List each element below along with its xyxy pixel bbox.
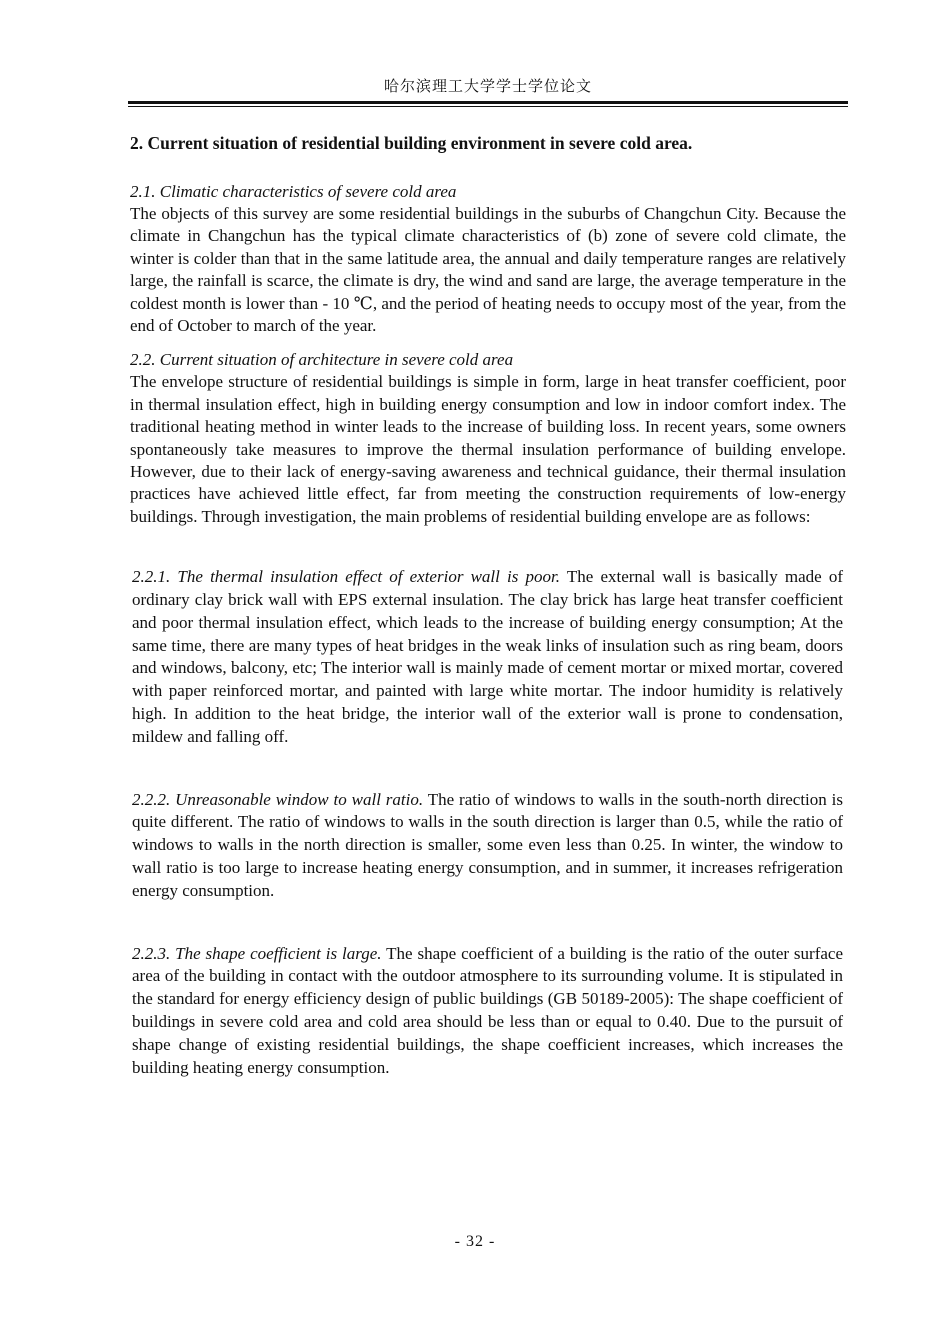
subsection-2-2 [130, 349, 846, 528]
subsection-2-1-heading: 2.1. Climatic characteristics of severe cold area [130, 182, 457, 201]
subsection-2-2-1-body: The external wall is basically made of ordinary clay brick wall with EPS external insulation. The clay brick has large heat transfer coefficient and poor thermal insulation effect, which leads to the increase of building energy consumption; At the same time, there are many types of heat bridges in the weak links of insulation such as ring beam, doors and windows, balcony, etc; The interior wall is mainly made of cement mortar or mixed mortar, covered with paper reinforced mortar, and painted with large white mortar. The indoor humidity is relatively high. In addition to the heat bridge, the interior wall of the exterior wall is prone to condensation, mildew and falling off. [132, 567, 843, 746]
section-heading: 2. Current situation of residential building environment in severe cold area. [130, 133, 693, 153]
subsection-2-2-3-lead: 2.2.3. The shape coefficient is large. [132, 943, 382, 963]
subsection-2-2-2-lead: 2.2.2. Unreasonable window to wall ratio. [132, 789, 424, 809]
subsection-2-2-1-paragraph [132, 566, 843, 748]
subsection-2-2-heading: 2.2. Current situation of architecture in severe cold area [130, 350, 514, 370]
running-header: 哈尔滨理工大学学士学位论文 [383, 79, 592, 95]
subsection-2-2-2 [130, 789, 846, 903]
subsection-2-2-3-paragraph [132, 943, 843, 1080]
subsection-2-2-1 [130, 566, 846, 748]
subsection-2-2-body: The envelope structure of residential buildings is simple in form, large in heat transfer coefficient, poor in thermal insulation effect, high in building energy consumption and low in indoor comfort index. The traditional heating method in winter leads to the increase of building loss. In recent years, some owners spontaneously take measures to improve the thermal insulation performance of building envelope. However, due to their lack of energy-saving awareness and technical guidance, their thermal insulation practices have achieved little effect, far from meeting the construction requirements of low-energy buildings. Through investigation, the main problems of residential building envelope are as follows: [130, 372, 846, 526]
subsection-2-2-3-body: The shape coefficient of a building is the ratio of the outer surface area of the building in contact with the outdoor atmosphere to its surrounding volume. It is stipulated in the standard for energy efficiency design of public buildings (GB 50189-2005): The shape coefficient of buildings in severe cold area and cold area should be less than or equal to 0.40. Due to the pursuit of shape change of existing residential buildings, the shape coefficient increases, which increases the building heating energy consumption. [132, 943, 843, 1077]
subsection-2-2-2-body: The ratio of windows to walls in the south-north direction is quite different. The ratio of windows to walls in the south direction is larger than 0.5, while the ratio of windows to walls in the north direction is smaller, some even less than 0.25. In winter, the window to wall ratio is too large to increase heating energy consumption, and in summer, it increases refrigeration energy consumption. [132, 789, 843, 900]
subsection-2-2-2-paragraph [132, 789, 843, 903]
subsection-2-1-body: The objects of this survey are some residential buildings in the suburbs of Changchun City. Because the climate in Changchun has the typical climate characteristics of (b) zone of severe cold climate, the winter is colder than that in the same latitude area, the annual and daily temperature ranges are relatively large, the rainfall is scarce, the climate is dry, the wind and sand are large, the average temperature in the coldest month is lower than - 10 ℃, and the period of heating needs to occupy most of the year, from the end of October to march of the year. [130, 204, 846, 336]
page-content [130, 131, 846, 1079]
subsection-2-2-3 [130, 943, 846, 1080]
subsection-2-1 [130, 181, 846, 337]
header-rule-thin [128, 106, 848, 107]
header-rule-thick [128, 101, 848, 104]
page-number: - 32 - [454, 1233, 496, 1250]
subsection-2-2-1-lead: 2.2.1. The thermal insulation effect of exterior wall is poor. [132, 567, 561, 587]
